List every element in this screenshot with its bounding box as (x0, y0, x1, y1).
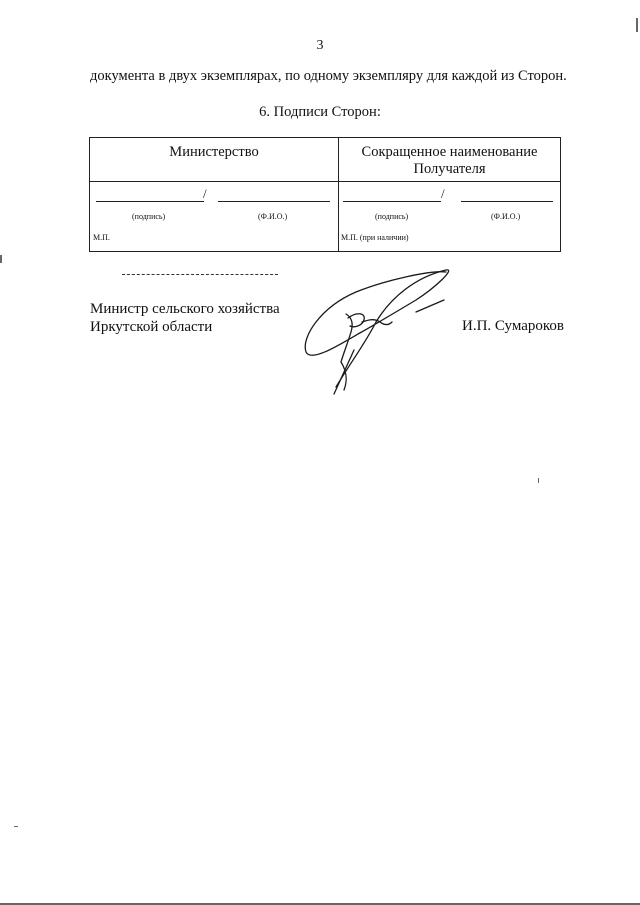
left-signature-line (96, 201, 204, 202)
scan-mark (14, 826, 18, 827)
scan-mark (0, 255, 2, 263)
left-stamp: М.П. (93, 233, 110, 242)
handwritten-signature (296, 262, 466, 402)
right-signature-line (343, 201, 441, 202)
right-name-line (461, 201, 553, 202)
scan-mark (636, 18, 638, 32)
left-header: Министерство (169, 144, 259, 160)
signatory-title-line1: Министр сельского хозяйства (90, 301, 280, 317)
dashed-separator (122, 274, 278, 275)
left-signature-caption: (подпись) (132, 212, 166, 221)
page-number: 3 (316, 38, 324, 53)
signatory-title-line2: Иркутской области (90, 319, 213, 335)
signatory-name: И.П. Сумароков (462, 318, 565, 334)
right-header-line1: Сокращенное наименование (361, 144, 538, 160)
right-header-cell (339, 138, 561, 182)
right-signature-cell (339, 182, 561, 252)
right-header-line2: Получателя (413, 161, 486, 177)
paragraph-text: документа в двух экземплярах, по одному экземпляру для каждой из Сторон. (90, 68, 567, 84)
right-stamp: М.П. (при наличии) (341, 233, 409, 242)
left-signature-cell (90, 182, 339, 252)
scan-mark (538, 478, 539, 483)
signatures-table (89, 137, 561, 252)
left-header-cell (90, 138, 339, 182)
left-slash: / (203, 186, 207, 201)
left-name-line (218, 201, 330, 202)
signatory-title (90, 300, 280, 336)
right-name-caption: (Ф.И.О.) (491, 212, 521, 221)
right-slash: / (441, 186, 445, 201)
left-name-caption: (Ф.И.О.) (258, 212, 288, 221)
section-title: 6. Подписи Сторон: (259, 104, 381, 120)
right-signature-caption: (подпись) (375, 212, 409, 221)
